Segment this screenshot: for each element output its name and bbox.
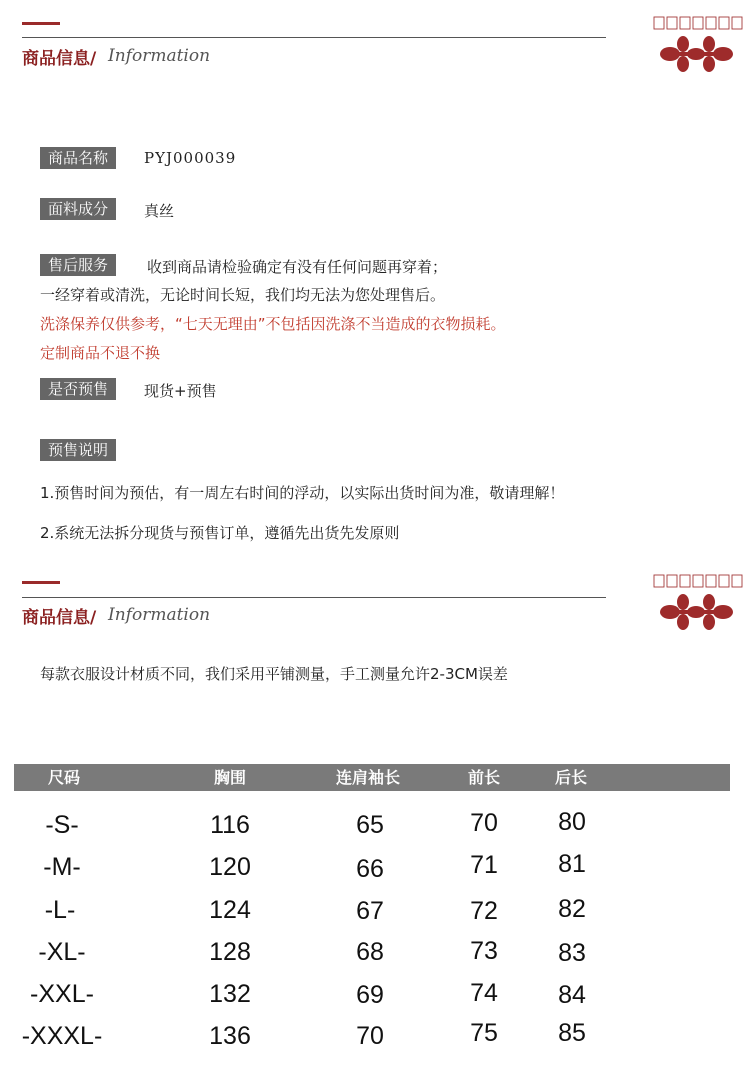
cell-chest: 136 xyxy=(209,1022,251,1050)
flower-knot-icon xyxy=(660,36,733,72)
header-chest: 胸围 xyxy=(213,768,247,787)
fabric-value: 真丝 xyxy=(144,202,175,220)
cell-back-length: 81 xyxy=(558,850,586,878)
section-accent-bar xyxy=(22,22,60,25)
cell-size: -XXL- xyxy=(30,980,94,1008)
section-title-cn: 商品信息/ xyxy=(22,49,97,69)
after-sales-line-2: 一经穿着或清洗，无论时间长短，我们均无法为您处理售后。 xyxy=(40,286,446,304)
cell-size: -XL- xyxy=(38,938,86,966)
emblem-seal-text xyxy=(654,575,742,587)
size-table-header xyxy=(14,764,730,791)
cell-front-length: 72 xyxy=(470,897,498,925)
emblem-logo xyxy=(648,572,744,634)
cell-front-length: 71 xyxy=(470,851,498,879)
cell-back-length: 85 xyxy=(558,1019,586,1047)
section-accent-bar xyxy=(22,581,60,584)
cell-chest: 120 xyxy=(209,853,251,881)
cell-front-length: 70 xyxy=(470,809,498,837)
cell-chest: 128 xyxy=(209,938,251,966)
cell-size: -S- xyxy=(45,811,79,839)
cell-sleeve: 68 xyxy=(356,938,384,966)
cell-size: -L- xyxy=(44,896,76,924)
section-title-en: Information xyxy=(108,46,211,66)
presale-note-2: 2.系统无法拆分现货与预售订单，遵循先出货先发原则 xyxy=(40,524,400,542)
presale-note-1: 1.预售时间为预估，有一周左右时间的浮动，以实际出货时间为准，敬请理解！ xyxy=(40,484,565,502)
cell-front-length: 75 xyxy=(470,1019,498,1047)
cell-chest: 132 xyxy=(209,980,251,1008)
emblem-seal-text xyxy=(654,17,742,29)
header-sleeve: 连肩袖长 xyxy=(335,768,401,787)
flower-knot-icon xyxy=(660,594,733,630)
header-front-length: 前长 xyxy=(467,768,501,787)
measurement-note: 每款衣服设计材质不同，我们采用平铺测量，手工测量允许2-3CM误差 xyxy=(40,665,508,683)
cell-chest: 116 xyxy=(210,811,250,839)
header-back-length: 后长 xyxy=(554,768,588,787)
emblem-logo xyxy=(648,14,744,76)
section-divider xyxy=(22,597,606,598)
cell-back-length: 84 xyxy=(558,981,586,1009)
cell-back-length: 80 xyxy=(558,808,586,836)
presale-value: 现货+预售 xyxy=(144,382,217,400)
after-sales-line-1: 收到商品请检验确定有没有任何问题再穿着； xyxy=(147,258,448,276)
cell-sleeve: 67 xyxy=(356,897,384,925)
section-title-cn: 商品信息/ xyxy=(22,608,97,628)
product-name-value: PYJ000039 xyxy=(144,149,237,167)
product-name-label: 商品名称 xyxy=(40,147,116,169)
cell-size: -M- xyxy=(43,853,81,881)
header-size: 尺码 xyxy=(47,768,81,787)
cell-back-length: 82 xyxy=(558,895,586,923)
cell-front-length: 73 xyxy=(470,937,498,965)
fabric-label: 面料成分 xyxy=(40,198,116,220)
cell-size: -XXXL- xyxy=(21,1022,103,1050)
cell-front-length: 74 xyxy=(470,979,498,1007)
presale-label: 是否预售 xyxy=(40,378,116,400)
cell-chest: 124 xyxy=(209,896,251,924)
custom-no-return-notice: 定制商品不退不换 xyxy=(40,344,161,362)
after-sales-label: 售后服务 xyxy=(40,254,116,276)
cell-sleeve: 69 xyxy=(356,981,384,1009)
care-notice: 洗涤保养仅供参考，“七天无理由”不包括因洗涤不当造成的衣物损耗。 xyxy=(40,315,506,333)
section-divider xyxy=(22,37,606,38)
cell-back-length: 83 xyxy=(558,939,586,967)
cell-sleeve: 65 xyxy=(356,811,384,839)
section-title-en: Information xyxy=(108,605,211,625)
cell-sleeve: 66 xyxy=(356,855,384,883)
presale-note-label: 预售说明 xyxy=(40,439,116,461)
cell-sleeve: 70 xyxy=(356,1022,384,1050)
